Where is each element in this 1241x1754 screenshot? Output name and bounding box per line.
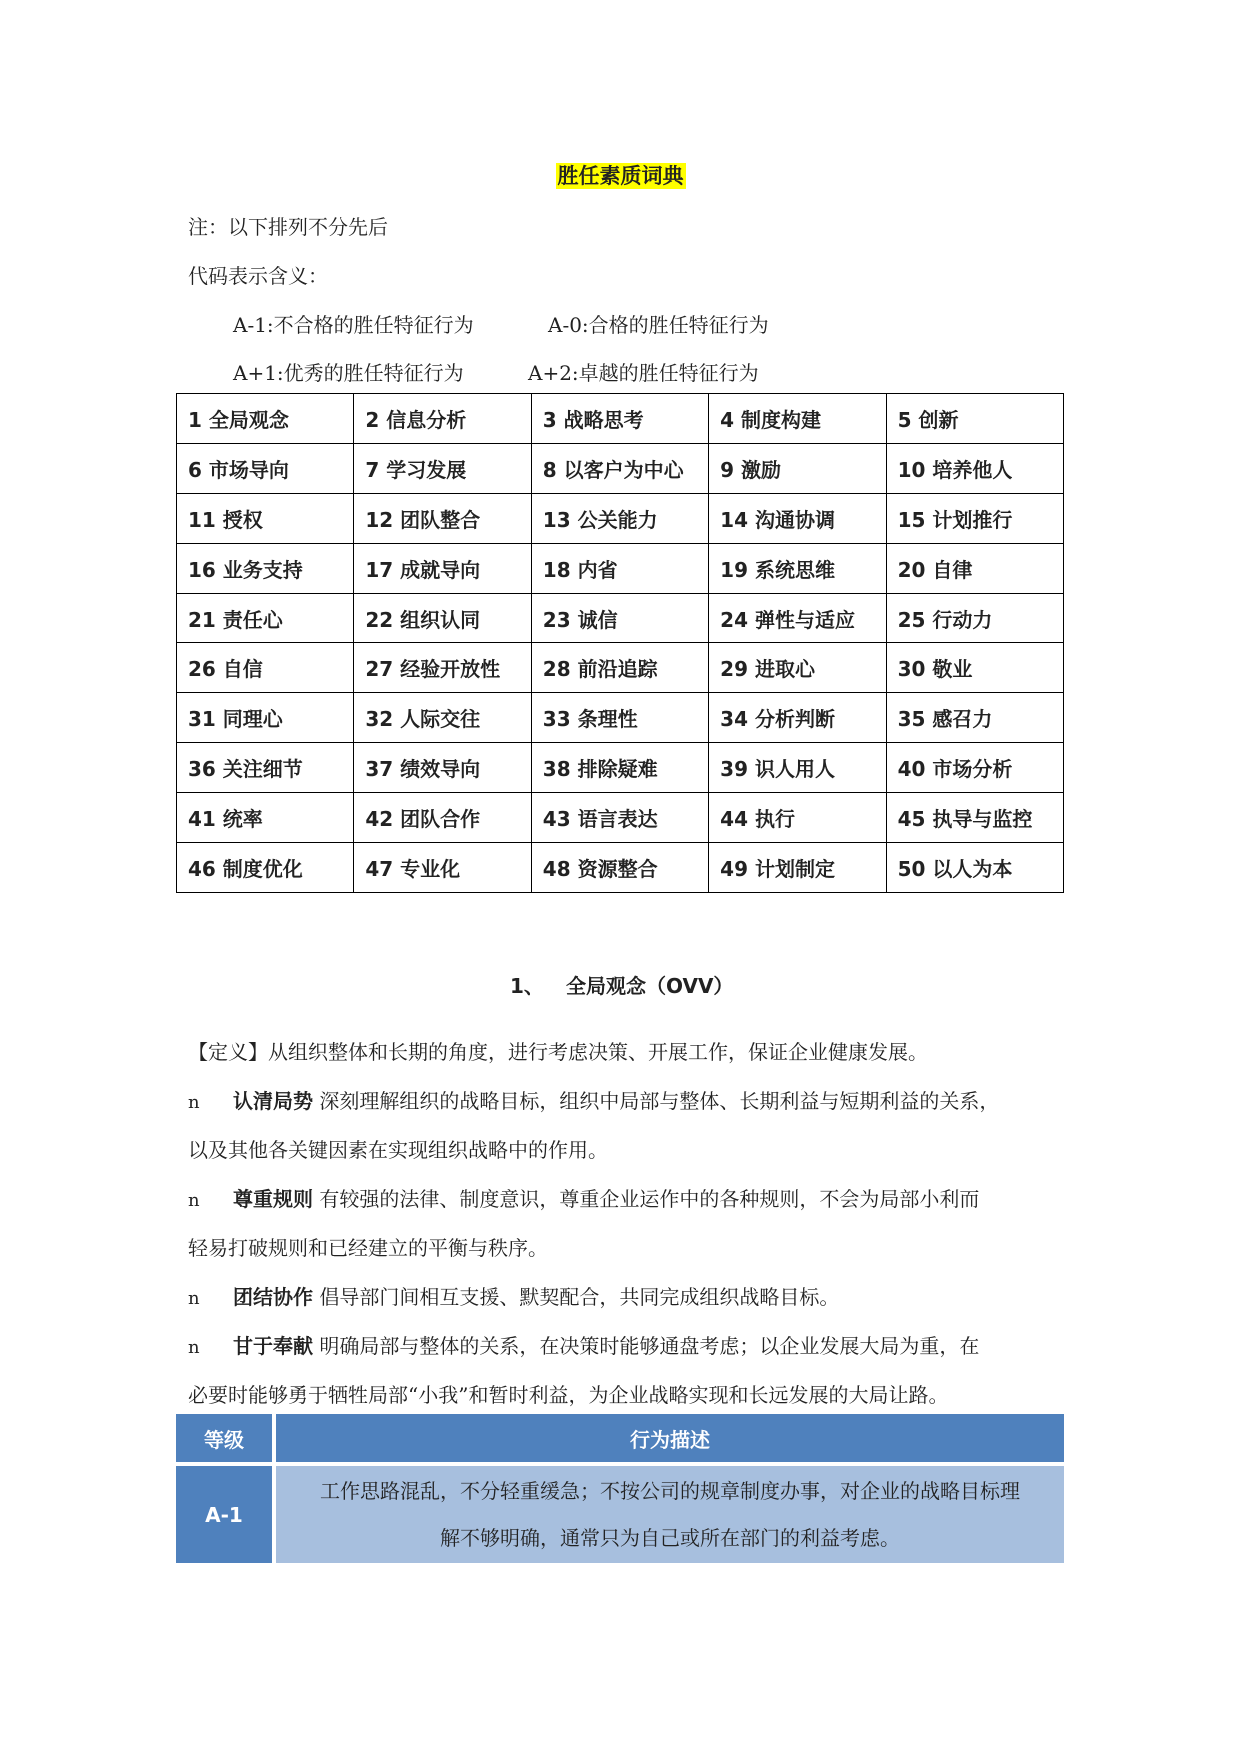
competency-cell: 14 沟通协调	[709, 493, 886, 543]
competency-cell: 38 排除疑难	[531, 743, 708, 793]
item-continuation: 轻易打破规则和已经建立的平衡与秩序。	[188, 1236, 548, 1260]
table-row	[177, 793, 1064, 843]
level-code: A-1	[176, 1466, 272, 1563]
competency-cell: 39 识人用人	[709, 743, 886, 793]
competency-cell: 33 条理性	[531, 693, 708, 743]
competency-cell: 36 关注细节	[177, 743, 354, 793]
competency-cell: 18 内省	[531, 543, 708, 593]
table-row	[177, 693, 1064, 743]
competency-cell: 46 制度优化	[177, 843, 354, 893]
table-row	[176, 1466, 1064, 1563]
competency-cell: 44 执行	[709, 793, 886, 843]
competency-cell: 21 责任心	[177, 593, 354, 643]
bullet-marker: n	[188, 1190, 200, 1211]
competency-cell: 50 以人为本	[886, 843, 1063, 893]
table-row	[177, 643, 1064, 693]
bullet-marker: n	[188, 1337, 200, 1358]
competency-cell: 13 公关能力	[531, 493, 708, 543]
header-level: 等级	[176, 1414, 272, 1462]
competency-cell: 43 语言表达	[531, 793, 708, 843]
list-item	[188, 1281, 1058, 1310]
item-text: 明确局部与整体的关系，在决策时能够通盘考虑；以企业发展大局为重，在	[319, 1334, 980, 1358]
code-a-0: A-0:合格的胜任特征行为	[548, 313, 769, 337]
competency-cell: 4 制度构建	[709, 394, 886, 444]
note-line: 注：以下排列不分先后	[188, 215, 388, 239]
competency-cell: 22 组织认同	[354, 593, 531, 643]
item-text: 有较强的法律、制度意识，尊重企业运作中的各种规则，不会为局部小利而	[319, 1187, 980, 1211]
item-continuation: 必要时能够勇于牺牲局部“小我”和暂时利益，为企业战略实现和长远发展的大局让路。	[188, 1383, 949, 1407]
competency-cell: 5 创新	[886, 394, 1063, 444]
code-legend-row-1	[233, 309, 769, 338]
table-row	[177, 443, 1064, 493]
competency-cell: 15 计划推行	[886, 493, 1063, 543]
competency-cell: 45 执导与监控	[886, 793, 1063, 843]
competency-cell: 30 敬业	[886, 643, 1063, 693]
level-table	[176, 1414, 1064, 1563]
code-a-plus-2: A+2:卓越的胜任特征行为	[528, 361, 759, 385]
competency-cell: 35 感召力	[886, 693, 1063, 743]
page-title	[0, 160, 1241, 190]
competency-cell: 32 人际交往	[354, 693, 531, 743]
item-term: 认清局势	[233, 1089, 313, 1113]
competency-cell: 28 前沿追踪	[531, 643, 708, 693]
competency-cell: 40 市场分析	[886, 743, 1063, 793]
list-item	[188, 1330, 1058, 1359]
table-row	[177, 493, 1064, 543]
bullet-marker: n	[188, 1288, 200, 1309]
competency-cell: 47 专业化	[354, 843, 531, 893]
competency-cell: 3 战略思考	[531, 394, 708, 444]
item-term: 团结协作	[233, 1285, 313, 1309]
competency-cell: 2 信息分析	[354, 394, 531, 444]
level-table-header	[176, 1414, 1064, 1462]
competency-cell: 7 学习发展	[354, 443, 531, 493]
item-term: 尊重规则	[233, 1187, 313, 1211]
competency-cell: 49 计划制定	[709, 843, 886, 893]
competency-cell: 26 自信	[177, 643, 354, 693]
competency-cell: 24 弹性与适应	[709, 593, 886, 643]
item-text: 深刻理解组织的战略目标，组织中局部与整体、长期利益与短期利益的关系，	[319, 1089, 1000, 1113]
table-row	[177, 743, 1064, 793]
code-a-minus-1: A-1:不合格的胜任特征行为	[233, 313, 474, 337]
table-row	[177, 843, 1064, 893]
competency-cell: 8 以客户为中心	[531, 443, 708, 493]
table-row	[177, 394, 1064, 444]
competency-cell: 25 行动力	[886, 593, 1063, 643]
competency-cell: 31 同理心	[177, 693, 354, 743]
level-description	[276, 1466, 1064, 1563]
bullet-marker: n	[188, 1092, 200, 1113]
competency-cell: 48 资源整合	[531, 843, 708, 893]
list-item	[188, 1085, 1058, 1114]
item-text: 倡导部门间相互支援、默契配合，共同完成组织战略目标。	[319, 1285, 840, 1309]
competency-cell: 16 业务支持	[177, 543, 354, 593]
competency-cell: 10 培养他人	[886, 443, 1063, 493]
definition-paragraph: 【定义】从组织整体和长期的角度，进行考虑决策、开展工作，保证企业健康发展。	[188, 1040, 928, 1064]
competency-cell: 41 统率	[177, 793, 354, 843]
competency-cell: 37 绩效导向	[354, 743, 531, 793]
page-title-text: 胜任素质词典	[557, 164, 684, 188]
competency-cell: 20 自律	[886, 543, 1063, 593]
section-title: 全局观念（OVV）	[566, 974, 734, 998]
code-legend-row-2	[233, 357, 759, 386]
item-term: 甘于奉献	[233, 1334, 313, 1358]
competency-cell: 29 进取心	[709, 643, 886, 693]
competency-cell: 11 授权	[177, 493, 354, 543]
competency-cell: 12 团队整合	[354, 493, 531, 543]
competency-grid	[176, 393, 1064, 893]
competency-cell: 42 团队合作	[354, 793, 531, 843]
competency-cell: 19 系统思维	[709, 543, 886, 593]
list-item	[188, 1183, 1058, 1212]
table-row	[177, 593, 1064, 643]
code-a-plus-1: A+1:优秀的胜任特征行为	[233, 361, 464, 385]
competency-cell: 23 诚信	[531, 593, 708, 643]
code-intro: 代码表示含义：	[188, 264, 328, 288]
competency-cell: 9 激励	[709, 443, 886, 493]
description-line: 解不够明确，通常只为自己或所在部门的利益考虑。	[440, 1526, 900, 1550]
competency-cell: 34 分析判断	[709, 693, 886, 743]
section-number: 1、	[510, 974, 544, 998]
table-row	[177, 543, 1064, 593]
item-continuation: 以及其他各关键因素在实现组织战略中的作用。	[188, 1138, 608, 1162]
competency-cell: 17 成就导向	[354, 543, 531, 593]
description-line: 工作思路混乱，不分轻重缓急；不按公司的规章制度办事，对企业的战略目标理	[320, 1479, 1020, 1503]
competency-cell: 27 经验开放性	[354, 643, 531, 693]
competency-cell: 6 市场导向	[177, 443, 354, 493]
competency-cell: 1 全局观念	[177, 394, 354, 444]
header-description: 行为描述	[276, 1414, 1064, 1462]
